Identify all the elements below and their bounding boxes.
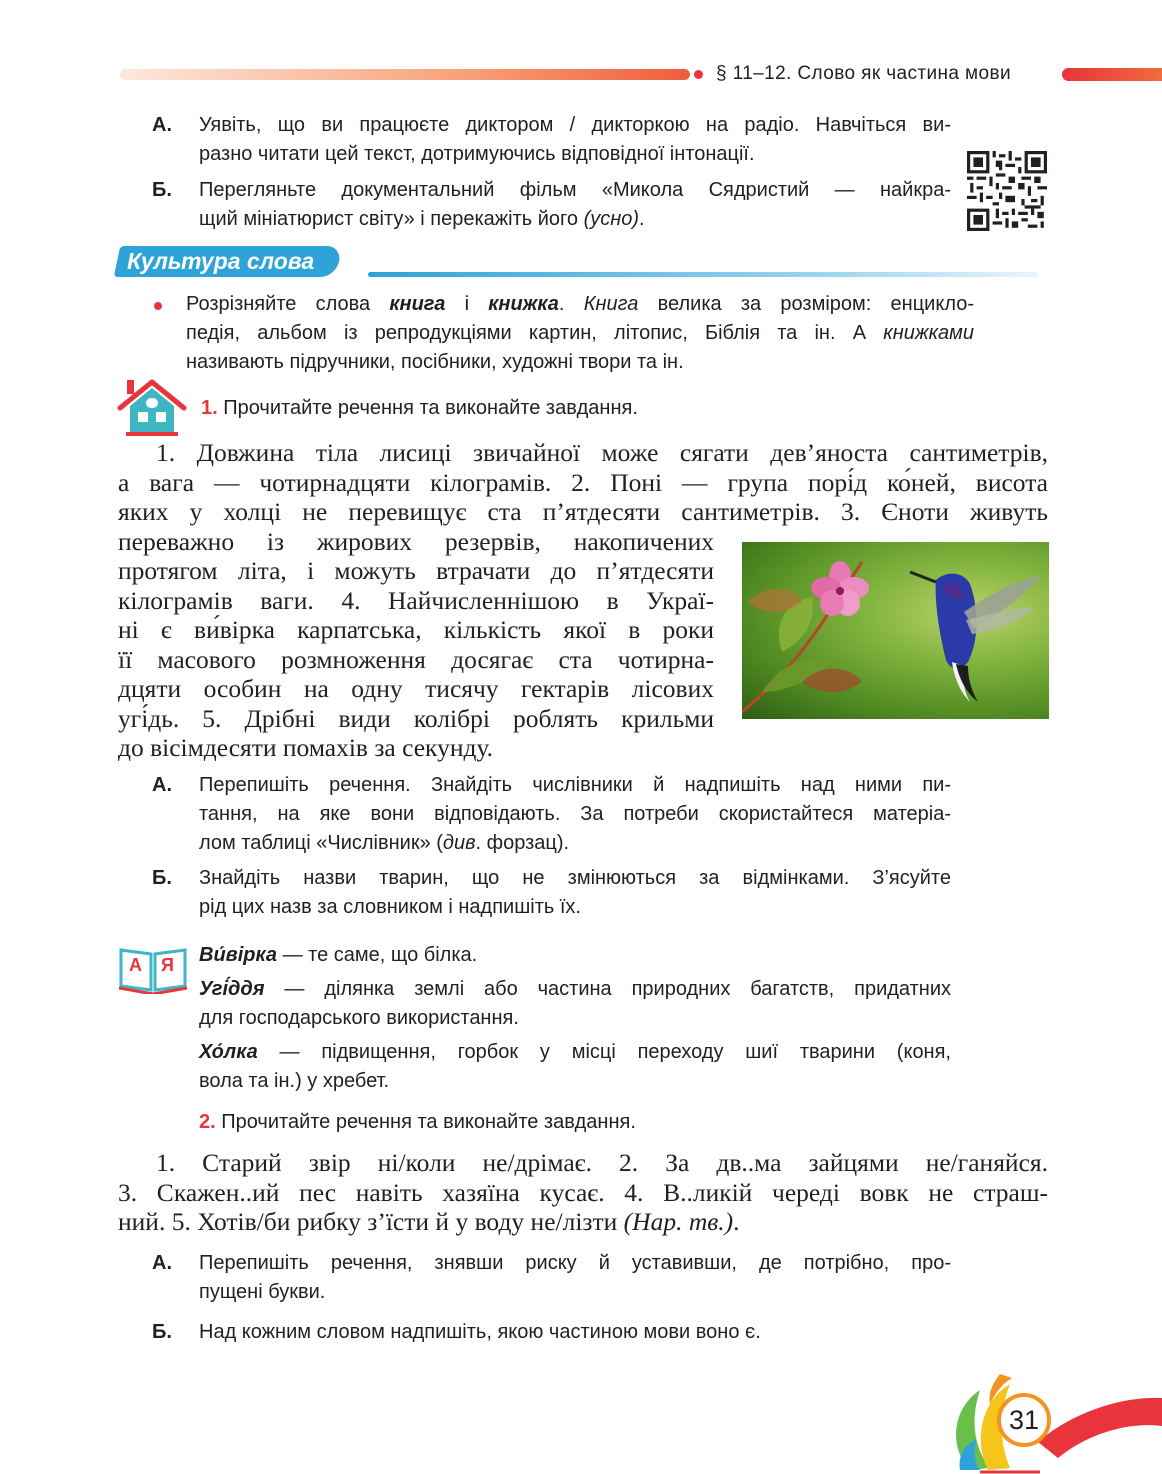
text-line: а вага — чотирнадцяти кілограмів. 2. Поні — група порі́д ко́ней, висота [118, 467, 1048, 497]
header-decor-bar [120, 69, 690, 80]
task-a-text [199, 111, 951, 169]
task-line: щий мініатюрист світу» і перекажіть його (усно). [199, 208, 645, 230]
task-letter: Б. [152, 1321, 172, 1343]
task-line: Уявіть, що ви працюєте диктором / дикторкою на радіо. Навчіться ви- [199, 114, 951, 136]
task-letter: А. [152, 774, 172, 796]
dictionary-entry [199, 1038, 951, 1096]
text-line: 1. Довжина тіла лисиці звичайної може сягати дев’яноста сантиметрів, [156, 438, 1048, 467]
text-line: кілограмів ваги. 4. Найчисленнішою в Украї- [118, 585, 714, 615]
entry-line: Хо́лка — підвищення, горбок у місці переходу шиї тварини (коня, [199, 1041, 951, 1063]
task-b-text [199, 176, 951, 234]
icon-letter-ya: Я [161, 955, 174, 975]
entry-line: для господарського використання. [199, 1007, 519, 1029]
exercise-1-task-a [199, 771, 951, 858]
task-line: Перепишіть речення, знявши риску й уставивши, де потрібно, про- [199, 1252, 951, 1274]
header-bullet-dot [694, 70, 703, 79]
entry-line: вола та ін.) у хребет. [199, 1070, 390, 1092]
text-line: 3. Скажен..ий пес навіть хазяїна кусає. 4. В..ликій череді вовк не страш- [118, 1177, 1048, 1207]
task-letter: А. [152, 1252, 172, 1274]
entry-line: Угі́ддя — ділянка землі або частина природних багатств, придатних [199, 978, 951, 1000]
text-line: угі́дь. 5. Дрібні види колібрі роблять крильми [118, 703, 714, 733]
task-line: Знайдіть назви тварин, що не змінюються за відмінками. З’ясуйте [199, 867, 951, 889]
text-line: переважно із жирових резервів, накопичених [118, 526, 714, 556]
text-line: дцяти особин на одну тисячу гектарів лісових [118, 674, 714, 703]
text-line: ні є ви́вірка карпатська, кількість якої в роки [118, 615, 714, 644]
exercise-2-task-a [199, 1249, 951, 1307]
dictionary-entry: Ви́вірка — те саме, що білка. [199, 944, 478, 966]
rule-line: педія, альбом із репродукціями картин, літопис, Біблія та ін. А книжками [186, 322, 974, 344]
task-line: пущені букви. [199, 1281, 326, 1303]
text-line: яких у холці не перевищує ста п’ятдесяти сантиметрів. 3. Єноти живуть [118, 497, 1048, 526]
exercise-1-instruction: 1. Прочитайте речення та виконайте завдання. [201, 397, 638, 419]
culture-heading-rule [368, 272, 1038, 277]
task-letter: Б. [152, 867, 172, 889]
culture-rule-text [186, 290, 974, 377]
task-letter: А. [152, 114, 172, 136]
exercise-1-text [118, 438, 1048, 527]
text-line: 1. Старий звір ні/коли не/дрімає. 2. За дв..ма зайцями не/ганяйся. [156, 1148, 1048, 1177]
text-line: ний. 5. Хотів/би рибку з’їсти й у воду не/лізти (Нар. тв.). [118, 1207, 740, 1236]
dictionary-entry [199, 975, 951, 1033]
home-task-icon [116, 378, 188, 436]
icon-letter-a: А [129, 955, 142, 975]
task-line: Над кожним словом надпишіть, якою частиною мови воно є. [199, 1321, 761, 1343]
task-line: лом таблиці «Числівник» (див. форзац). [199, 832, 570, 854]
text-line: до вісімдесяти помахів за секунду. [118, 733, 494, 762]
task-line: разно читати цей текст, дотримуючись відповідної інтонації. [199, 143, 755, 165]
exercise-1-task-b [199, 864, 951, 922]
exercise-1-text-wrapped [118, 527, 714, 763]
task-line: рід цих назв за словником і надпишіть їх. [199, 896, 581, 918]
text-line: її масового розмноження досягає ста чотирна- [118, 644, 714, 674]
rule-line: Розрізняйте слова книга і книжка. Книга велика за розміром: енцикло- [186, 293, 975, 315]
dictionary-book-icon [117, 944, 189, 994]
header-decor-tab [1062, 68, 1162, 81]
task-line: Перегляньте документальний фільм «Микола Сядристий — найкра- [199, 179, 951, 201]
decorative-leaves-icon [940, 1370, 1162, 1474]
page-number: 31 [997, 1393, 1051, 1447]
rule-line: називають підручники, посібники, художні твори та ін. [186, 351, 684, 373]
task-letter: Б. [152, 179, 172, 201]
exercise-2-text [118, 1148, 1048, 1237]
task-line: Перепишіть речення. Знайдіть числівники й надпишіть над ними пи- [199, 774, 951, 796]
exercise-2-task-b [199, 1318, 951, 1347]
text-line: протягом літа, і можуть втрачати до п’ятдесяти [118, 556, 714, 585]
exercise-2-instruction: 2. Прочитайте речення та виконайте завдання. [199, 1111, 636, 1133]
qr-code-icon[interactable] [967, 151, 1047, 231]
hummingbird-photo [742, 542, 1049, 719]
bullet-dot [154, 302, 162, 310]
section-title: § 11–12. Слово як частина мови [716, 63, 1011, 84]
culture-heading: Культура слова [127, 248, 315, 274]
task-line: тання, на яке вони відповідають. За потреби скористайтеся матеріа- [199, 803, 951, 825]
